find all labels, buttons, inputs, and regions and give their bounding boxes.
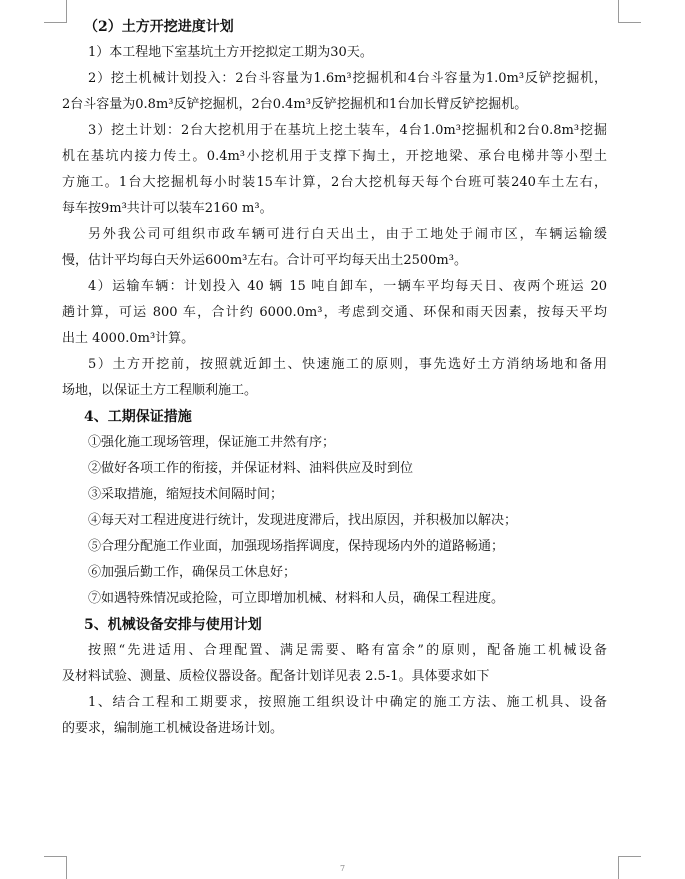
paragraph-line: 1）本工程地下室基坑土方开挖拟定工期为30天。 <box>88 45 373 60</box>
paragraph-line: 场地，以保证土方工程顺利施工。 <box>62 383 258 398</box>
section-heading: 5、机械设备安排与使用计划 <box>84 617 262 633</box>
paragraph-line: ④每天对工程进度进行统计，发现进度滞后，找出原因，并积极加以解决； <box>88 513 518 528</box>
paragraph-line: 2）挖土机械计划投入：2台斗容量为1.6m³挖掘机和4台斗容量为1.0m³反铲挖掘机， <box>88 71 607 86</box>
paragraph-line: ⑤合理分配施工作业面，加强现场指挥调度，保持现场内外的道路畅通； <box>88 539 505 554</box>
paragraph-line: ⑥加强后勤工作，确保员工休息好； <box>88 565 297 580</box>
paragraph-line: 5）土方开挖前，按照就近卸土、快速施工的原则，事先选好土方消纳场地和备用 <box>88 357 607 372</box>
document-page-body <box>62 14 607 742</box>
paragraph-line: 3）挖土计划：2台大挖机用于在基坑上挖土装车，4台1.0m³挖掘机和2台0.8m³挖掘 <box>88 123 607 138</box>
paragraph-line: 趟计算，可运 800 车，合计约 6000.0m³，考虑到交通、环保和雨天因素，按每天平均 <box>62 305 607 320</box>
page-number: 7 <box>339 864 346 873</box>
section-heading: 4、工期保证措施 <box>84 409 192 425</box>
paragraph-line: 每车按9m³共计可以装车2160 m³。 <box>62 201 273 216</box>
paragraph-line: 2台斗容量为0.8m³反铲挖掘机，2台0.4m³反铲挖掘机和1台加长臂反铲挖掘机。 <box>62 97 528 112</box>
paragraph-line: 机在基坑内接力传土。0.4m³小挖机用于支撑下掏土，开挖地梁、承台电梯井等小型土 <box>62 149 607 164</box>
paragraph-line: ①强化施工现场管理，保证施工井然有序； <box>88 435 336 450</box>
paragraph-line: ③采取措施，缩短技术间隔时间； <box>88 487 284 502</box>
paragraph-line: 方施工。1台大挖掘机每小时装15车计算，2台大挖机每天每个台班可装240车土左右， <box>62 175 607 190</box>
paragraph-line: 按照“先进适用、合理配置、满足需要、略有富余”的原则，配备施工机械设备 <box>88 643 607 658</box>
section-heading: （2）土方开挖进度计划 <box>84 19 234 35</box>
crop-mark-top-right <box>618 0 641 23</box>
paragraph-line: 1、结合工程和工期要求，按照施工组织设计中确定的施工方法、施工机具、设备 <box>88 695 607 710</box>
paragraph-line: ②做好各项工作的衔接，并保证材料、油料供应及时到位 <box>88 461 414 476</box>
paragraph-line: 4）运输车辆：计划投入 40 辆 15 吨自卸车，一辆车平均每天日、夜两个班运 20 <box>88 279 607 294</box>
paragraph-line: 另外我公司可组织市政车辆可进行白天出土，由于工地处于闹市区，车辆运输缓 <box>88 227 607 242</box>
paragraph-line: ⑦如遇特殊情况或抢险，可立即增加机械、材料和人员，确保工程进度。 <box>88 591 505 606</box>
paragraph-line: 出土 4000.0m³计算。 <box>62 331 195 346</box>
paragraph-line: 慢，估计平均每白天外运600m³左右。合计可平均每天出土2500m³。 <box>62 253 467 268</box>
paragraph-line: 及材料试验、测量、质检仪器设备。配备计划详见表 2.5-1。具体要求如下 <box>62 669 490 684</box>
paragraph-line: 的要求，编制施工机械设备进场计划。 <box>62 721 284 736</box>
